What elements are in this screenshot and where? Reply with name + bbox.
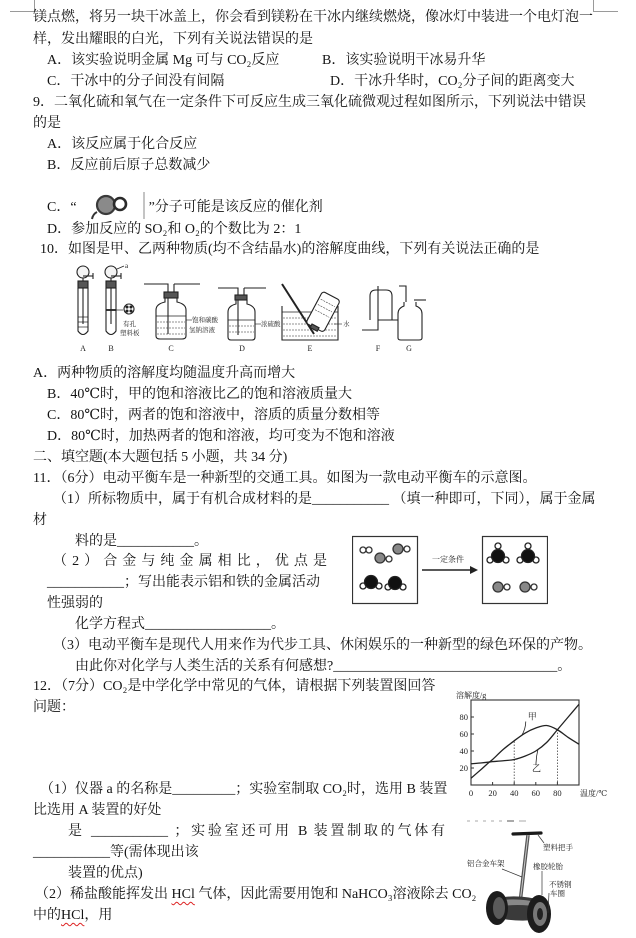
question-number: 9． [33, 95, 54, 110]
spellcheck-flagged-word[interactable]: HCl [171, 887, 195, 902]
after-reaction-box [483, 537, 548, 604]
x-tick-label: 60 [531, 788, 541, 798]
option-label: D． [47, 429, 72, 444]
option-text: 干冰升华时，CO₂分子间的距离变大 [354, 74, 575, 89]
option-text-after: ”分子可能是该反应的催化剂 [148, 200, 323, 215]
apparatus-letter-c: C [168, 344, 174, 353]
q12-header-line2: 问题： [33, 700, 75, 715]
option-text: 该反应属于化合反应 [71, 137, 198, 152]
molecule-so2-2 [393, 544, 410, 554]
q11-part2-line2: ___________；写出能表示铝和铁的金属活动 [47, 575, 320, 590]
y-axis-label: 溶解度/g [456, 691, 487, 700]
question-number: 10． [40, 242, 68, 257]
text-segment: （2）稀盐酸能挥发出 [35, 887, 172, 902]
series-line-0 [471, 725, 579, 778]
apparatus-a [77, 266, 93, 335]
q8-option-a [47, 51, 279, 71]
x-tick-label: 0 [468, 788, 474, 798]
scooter-label-handle: 塑料把手 [543, 843, 573, 852]
q9-option-a [47, 135, 197, 155]
q9-stem-line-1 [33, 93, 586, 113]
x-tick-label: 40 [509, 788, 519, 798]
option-label: B． [47, 387, 71, 402]
q12-part2-line2 [33, 906, 112, 926]
apparatus-figure [68, 262, 438, 354]
scooter-figure [462, 815, 576, 937]
option-label: B． [322, 53, 346, 68]
q11-part3-line1: （3）电动平衡车是现代人用来作为代步工具、休闲娱乐的一种新型的绿色环保的产物。 [53, 638, 592, 653]
option-label: D． [330, 74, 355, 89]
q8-stem-line-2: 样，发出耀眼的白光，下列有关说法错误的是 [33, 32, 313, 47]
q12-part1-line4: ___________等(需体现出该 [33, 845, 199, 860]
option-text: 两种物质的溶解度均随温度升高而增大 [57, 366, 296, 381]
solubility-chart [450, 690, 636, 802]
scooter-label-rim-line-2: 车圈 [550, 889, 565, 898]
apparatus-letter-g: G [406, 344, 412, 353]
apparatus-d [218, 288, 266, 340]
q11-part2-line3: 性强弱的 [47, 596, 103, 611]
q11-part1-line3: 料的是___________。 [75, 534, 208, 549]
q10-option-a [33, 364, 295, 384]
q10-option-c [47, 406, 380, 426]
option-label: A． [47, 137, 72, 152]
q12-part2-line1 [35, 885, 476, 905]
q8-option-c [47, 72, 224, 92]
q9-option-b [47, 156, 210, 176]
page-corner-mark-right [593, 0, 618, 12]
option-text: 反应前后原子总数减少 [70, 158, 211, 173]
q10-option-b [47, 385, 352, 405]
x-axis-label: 温度/℃ [580, 789, 608, 798]
q10-stem [40, 240, 539, 260]
option-label: C． [47, 74, 71, 89]
scooter-illustration [486, 833, 551, 933]
option-label: B． [47, 158, 71, 173]
series-label: 乙 [531, 763, 541, 774]
text-segment: 气体，因此需要用饱和 NaHCO₃溶液除去 CO₂ [194, 887, 477, 902]
option-label: A． [33, 366, 58, 381]
apparatus-f [362, 286, 398, 330]
option-text: 该实验说明干冰易升华 [345, 53, 486, 68]
reaction-diagram [352, 533, 548, 605]
molecule-black-2 [385, 577, 406, 591]
apparatus-g [398, 286, 426, 340]
q11-part2-line4: 化学方程式__________________。 [75, 617, 285, 632]
option-label: D． [47, 222, 72, 237]
q11-part3-line2: 由此你对化学与人类生活的关系有何感想?________________________________。 [75, 659, 572, 674]
molecule-o2 [360, 547, 372, 553]
option-text: 干冰中的分子间没有间隔 [70, 74, 225, 89]
molecule-so2-1 [375, 553, 392, 563]
y-tick-label: 60 [459, 729, 468, 739]
q12-part1-line1: （1）仪器 a 的名称是_________；实验室制取 CO₂时，选用 B 装置 [40, 782, 448, 797]
q11-header: 11．（6分）电动平衡车是一种新型的交通工具。如图为一款电动平衡车的示意图。 [33, 471, 537, 486]
series-label: 甲 [527, 711, 537, 722]
option-text: 40℃时，甲的饱和溶液比乙的饱和溶液质量大 [70, 387, 353, 402]
plate-label-line-2: 塑料板 [120, 330, 140, 337]
c-solution-label-line-1: 饱和碳酸 [192, 317, 218, 324]
q8-option-b [322, 51, 485, 71]
option-text: 80℃时，加热两者的饱和溶液，均可变为不饱和溶液 [71, 429, 395, 444]
text-segment: 中的 [33, 908, 61, 923]
apparatus-label-a: a [125, 262, 129, 270]
apparatus-letter-f: F [375, 344, 381, 353]
option-text-before: “ [70, 200, 77, 215]
apparatus-e [282, 284, 342, 340]
molecule-product-1 [487, 543, 509, 563]
apparatus-letter-d: D [239, 344, 245, 353]
q11-part1-line2: 材 [33, 513, 47, 528]
e-water-label: 水 [343, 321, 350, 328]
option-label: C． [47, 200, 71, 215]
molecule-catalyst-2 [520, 582, 537, 592]
q9-option-d [47, 220, 301, 240]
apparatus-letter-b: B [108, 344, 114, 353]
plate-label-line-1: 有孔 [123, 321, 136, 328]
page-corner-mark-left [10, 0, 35, 12]
option-label: C． [47, 408, 71, 423]
question-text: 如图是甲、乙两种物质(均不含结晶水)的溶解度曲线，下列有关说法正确的是 [68, 242, 540, 257]
arrow-icon [422, 566, 478, 574]
y-tick-label: 20 [459, 763, 468, 773]
molecule-black-1 [360, 576, 382, 590]
q8-stem-line-1: 镁点燃，将另一块干冰盖上，你会看到镁粉在干冰内继续燃烧，像冰灯中装进一个电灯泡一 [33, 10, 593, 25]
y-tick-label: 40 [459, 746, 468, 756]
q12-part1-line5: 装置的优点) [68, 866, 143, 881]
q12-header: 12．（7分）CO₂是中学化学中常见的气体，请根据下列装置图回答 [33, 679, 436, 694]
scooter-label-tire: 橡胶轮胎 [533, 862, 563, 871]
scooter-label-frame: 铝合金车架 [467, 859, 505, 868]
apparatus-letter-e: E [307, 344, 313, 353]
molecule-icon [91, 192, 147, 220]
q12-part1-line2: 比选用 A 装置的好处 [33, 803, 162, 818]
d-solution-label: 浓硫酸 [261, 321, 281, 328]
apparatus-letter-a: A [80, 344, 86, 353]
molecule-catalyst-1 [493, 582, 510, 592]
question-text: 二氧化硫和氧气在一定条件下可反应生成三氧化硫微观过程如图所示，下列说法中错误 [54, 95, 586, 110]
q8-option-d [330, 72, 574, 92]
c-solution-label-line-2: 氢钠溶液 [189, 327, 215, 334]
q11-part2-line1: （2）合金与纯金属相比，优点是 [53, 554, 327, 569]
option-text: 80℃时，两者的饱和溶液中，溶质的质量分数相等 [70, 408, 381, 423]
x-tick-label: 80 [553, 788, 562, 798]
spellcheck-flagged-word[interactable]: HCl [61, 908, 85, 923]
y-tick-label: 80 [459, 712, 468, 722]
q10-option-d [47, 427, 395, 447]
q11-part1-line1: （1）所标物质中，属于有机合成材料的是___________ （填一种即可，下同），属于金属 [53, 492, 596, 507]
molecule-product-2 [517, 543, 539, 563]
text-segment: ，用 [84, 908, 113, 923]
x-tick-label: 20 [488, 788, 497, 798]
q12-part1-line3: 是 ___________ ；实验室还可用 B 装置制取的气体有 [68, 824, 445, 839]
option-text: 该实验说明金属 Mg 可与 CO₂反应 [71, 53, 280, 68]
chart-frame [471, 700, 579, 785]
reaction-condition-label: 一定条件 [432, 555, 464, 564]
option-text: 参加反应的 SO₂和 O₂的个数比为 2：1 [71, 222, 302, 237]
section-2-heading: 二、填空题(本大题包括 5 小题，共 34 分) [33, 450, 288, 465]
q9-option-c [47, 192, 323, 220]
scooter-label-rim-line-1: 不锈钢 [549, 880, 572, 889]
option-label: A． [47, 53, 72, 68]
q9-stem-line-2: 的是 [33, 116, 61, 131]
